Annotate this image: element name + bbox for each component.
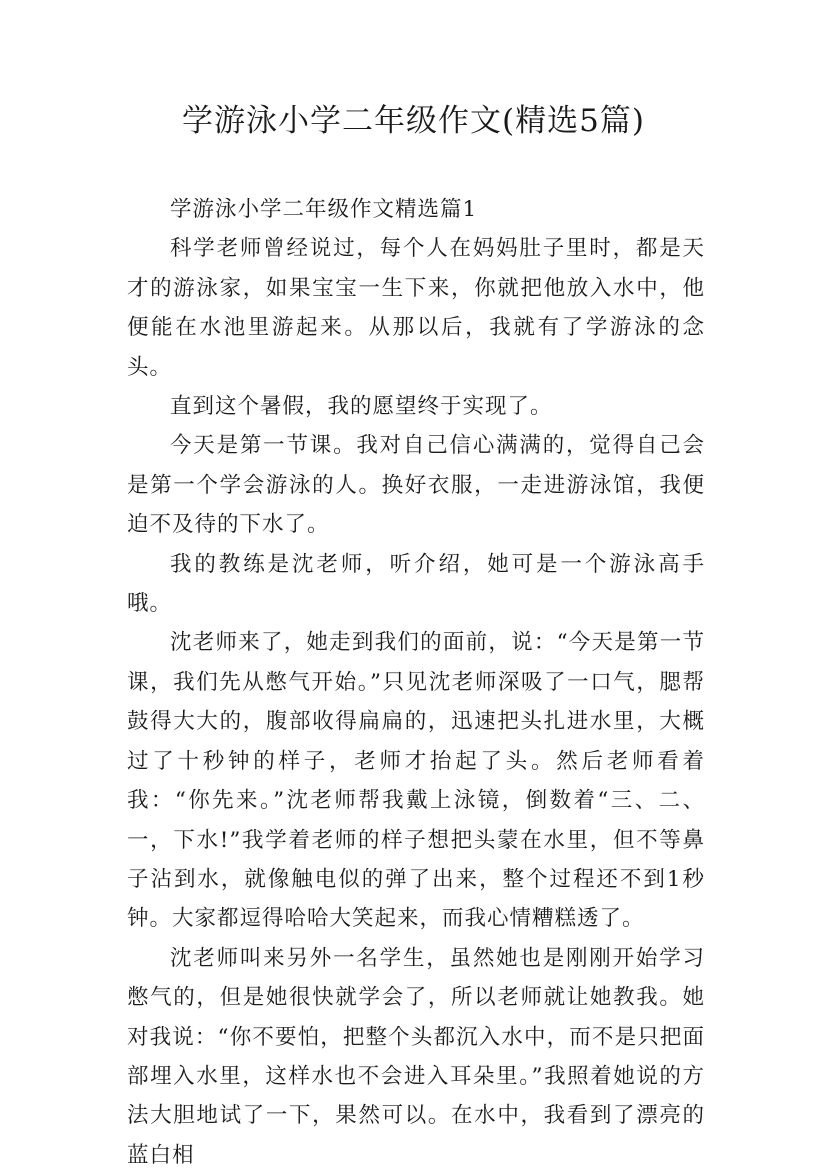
paragraph-5: 沈老师来了，她走到我们的面前，说：“今天是第一节课，我们先从憋气开始。”只见沈老师深吸了一口气，腮帮鼓得大大的，腹部收得扁扁的，迅速把头扎进水里，大概过了十秒钟的样子，老师才抬起了头。然后老师看着我：“你先来。”沈老师帮我戴上泳镜，倒数着“三、二、一，下水!”我学着老师的样子想把头蒙在水里，但不等鼻子沾到水，就像触电似的弹了出来，整个过程还不到1秒钟。大家都逗得哈哈大笑起来，而我心情糟糕透了。 xyxy=(127,630,705,932)
paragraph-1: 科学老师曾经说过，每个人在妈妈肚子里时，都是天才的游泳家，如果宝宝一生下来，你就把他放入水中，他便能在水池里游起来。从那以后，我就有了学游泳的念头。 xyxy=(127,236,705,380)
section-heading: 学游泳小学二年级作文精选篇1 xyxy=(170,197,478,222)
document-title: 学游泳小学二年级作文(精选5篇) xyxy=(182,103,645,139)
document-body xyxy=(127,190,705,1175)
paragraph-3: 今天是第一节课。我对自己信心满满的，觉得自己会是第一个学会游泳的人。换好衣服，一走进游泳馆，我便迫不及待的下水了。 xyxy=(127,433,705,538)
paragraph-4: 我的教练是沈老师，听介绍，她可是一个游泳高手哦。 xyxy=(127,551,705,617)
paragraph-6: 沈老师叫来另外一名学生，虽然她也是刚刚开始学习憋气的，但是她很快就学会了，所以老师就让她教我。她对我说：“你不要怕，把整个头都沉入水中，而不是只把面部埋入水里，这样水也不会进入耳朵里。”我照着她说的方法大胆地试了一下，果然可以。在水中，我看到了漂亮的蓝白相 xyxy=(127,945,705,1168)
paragraph-2: 直到这个暑假，我的愿望终于实现了。 xyxy=(170,394,553,420)
